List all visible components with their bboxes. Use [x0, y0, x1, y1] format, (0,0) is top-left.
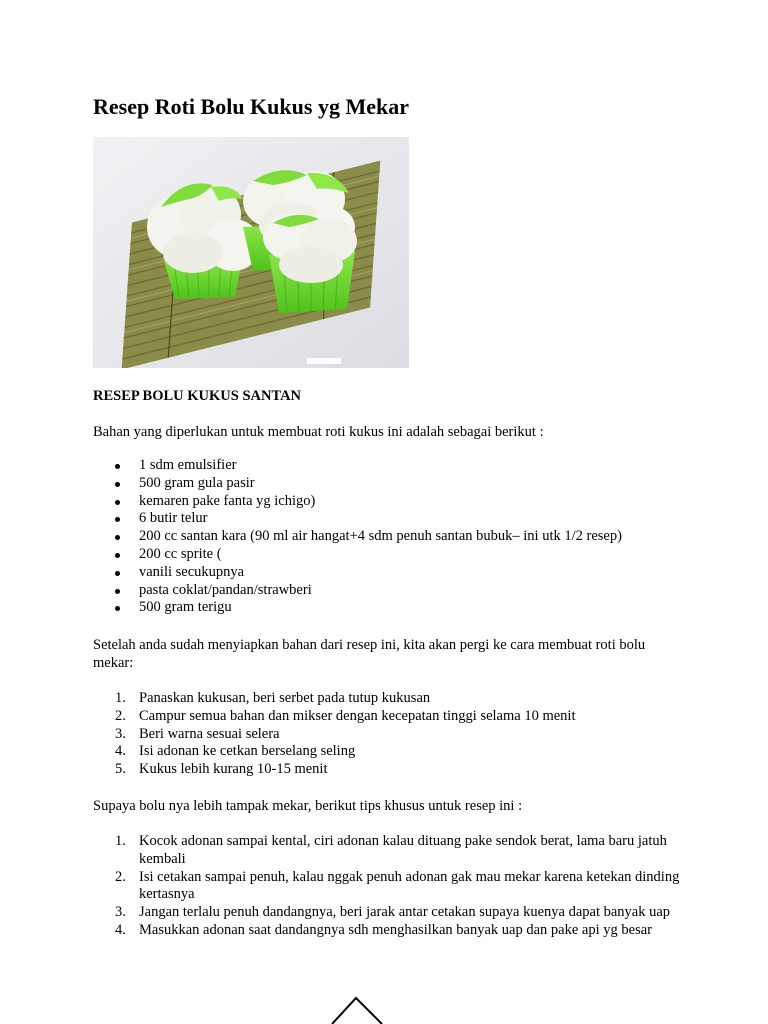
step-text: Kukus lebih kurang 10-15 menit — [139, 761, 328, 778]
list-item — [93, 690, 683, 708]
bolu-kukus-photo — [93, 137, 409, 368]
tip-text: Masukkan adonan saat dandangnya sdh menghasilkan banyak uap dan pake api yg besar — [139, 921, 652, 938]
step-text: Panaskan kukusan, beri serbet pada tutup kukusan — [139, 690, 431, 706]
list-item: 500 gram terigu — [139, 599, 622, 617]
tip-number: 1. — [115, 833, 126, 849]
bullet-icon — [115, 464, 120, 469]
bullet-icon — [115, 553, 120, 558]
list-item — [93, 726, 683, 744]
list-item: 200 cc santan kara (90 ml air hangat+4 sdm penuh santan bubuk– ini utk 1/2 resep) — [139, 528, 622, 546]
list-item: 1 sdm emulsifier — [139, 457, 622, 475]
step-number: 5. — [115, 761, 126, 778]
list-item — [93, 708, 683, 726]
list-item — [93, 904, 683, 922]
tip-number: 3. — [115, 904, 126, 921]
bullet-icon — [115, 500, 120, 505]
tip-number: 4. — [115, 921, 126, 938]
tips-list — [93, 833, 683, 940]
list-item: kemaren pake fanta yg ichigo) — [139, 493, 622, 511]
step-text: Isi adonan ke cetkan berselang seling — [139, 743, 356, 760]
list-item — [93, 833, 683, 869]
bullet-icon — [115, 589, 120, 594]
step-number: 1. — [115, 690, 126, 706]
bullet-icon — [115, 535, 120, 540]
tip-text: Kocok adonan sampai kental, ciri adonan kalau dituang pake sendok berat, lama baru jatuh kembali — [139, 833, 667, 867]
bullet-icon — [115, 482, 120, 487]
ingredients-intro: Bahan yang diperlukan untuk membuat roti kukus ini adalah sebagai berikut : — [93, 424, 544, 440]
list-item: 200 cc sprite ( — [139, 546, 622, 564]
step-text: Campur semua bahan dan mikser dengan kecepatan tinggi selama 10 menit — [139, 707, 576, 724]
bullet-icon — [115, 606, 120, 611]
list-item: vanili secukupnya — [139, 564, 622, 582]
recipe-subheading: RESEP BOLU KUKUS SANTAN — [93, 388, 302, 404]
tip-number: 2. — [115, 868, 126, 885]
bullet-icon — [115, 517, 120, 522]
diamond-outline-icon — [330, 995, 386, 1024]
list-item — [93, 869, 683, 905]
step-text: Beri warna sesuai selera — [139, 725, 280, 742]
steps-intro: Setelah anda sudah menyiapkan bahan dari resep ini, kita akan pergi ke cara membuat roti bolu mekar: — [93, 637, 646, 671]
tips-intro: Supaya bolu nya lebih tampak mekar, berikut tips khusus untuk resep ini : — [93, 798, 523, 814]
tip-text: Jangan terlalu penuh dandangnya, beri jarak antar cetakan supaya kuenya dapat banyak uap — [139, 904, 671, 921]
ingredients-list — [93, 457, 622, 617]
steps-list — [93, 690, 683, 779]
tip-text: Isi cetakan sampai penuh, kalau nggak penuh adonan gak mau mekar karena ketekan dinding kertasnya — [139, 868, 680, 903]
list-item — [93, 743, 683, 761]
list-item — [93, 922, 683, 940]
page-title: Resep Roti Bolu Kukus yg Mekar — [93, 94, 409, 119]
list-item: 500 gram gula pasir — [139, 475, 622, 493]
step-number: 2. — [115, 707, 126, 724]
step-number: 4. — [115, 743, 126, 760]
list-item — [93, 761, 683, 779]
list-item: pasta coklat/pandan/strawberi — [139, 582, 622, 600]
step-number: 3. — [115, 725, 126, 742]
bullet-icon — [115, 571, 120, 576]
list-item: 6 butir telur — [139, 510, 622, 528]
cake-front — [263, 213, 357, 313]
